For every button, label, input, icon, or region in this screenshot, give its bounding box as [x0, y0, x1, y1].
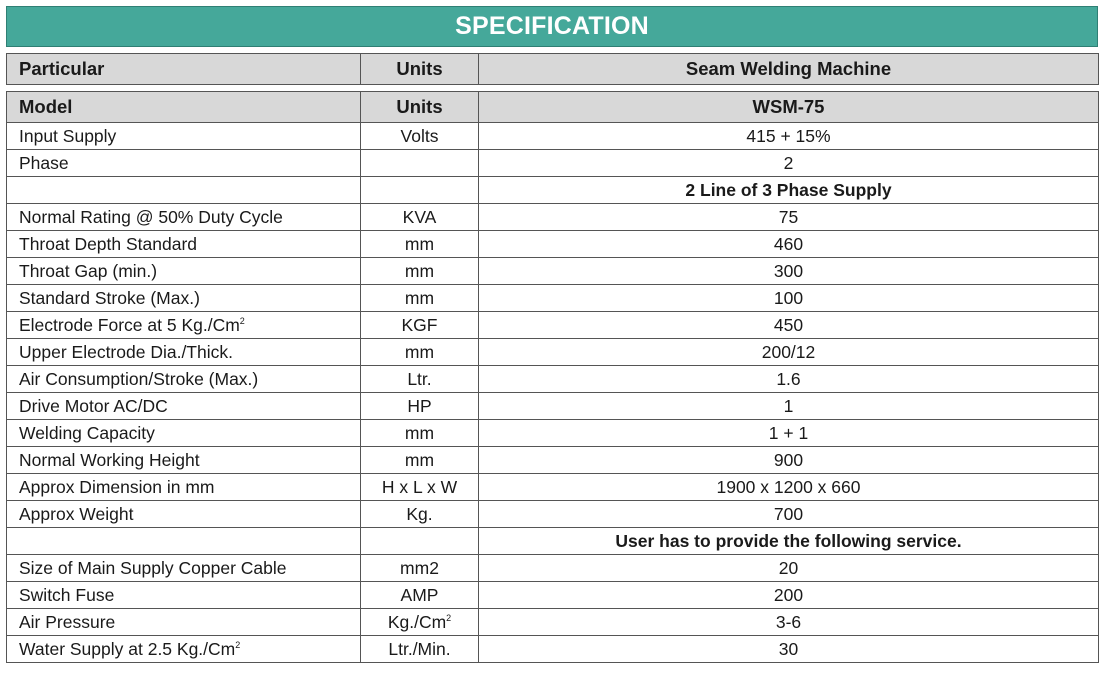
spec-table-model	[6, 91, 1099, 663]
cell-value: 700	[479, 501, 1099, 528]
cell-value: 1 + 1	[479, 420, 1099, 447]
cell-value: 2	[479, 150, 1099, 177]
header-particular: Particular	[7, 54, 361, 85]
cell-units: H x L x W	[361, 474, 479, 501]
cell-units: mm	[361, 339, 479, 366]
cell-value: 460	[479, 231, 1099, 258]
cell-units: Ltr./Min.	[361, 636, 479, 663]
cell-units: Kg./Cm$^2$	[361, 609, 479, 636]
header-model: Model	[7, 92, 361, 123]
table-row	[7, 501, 1099, 528]
table-row	[7, 339, 1099, 366]
header-model-value: WSM-75	[479, 92, 1099, 123]
spec-sheet	[6, 6, 1098, 663]
cell-particular: Input Supply	[7, 123, 361, 150]
cell-particular: Electrode Force at 5 Kg./Cm$^2$	[7, 312, 361, 339]
cell-particular: Switch Fuse	[7, 582, 361, 609]
table-row	[7, 609, 1099, 636]
table-row	[7, 123, 1099, 150]
cell-particular: Size of Main Supply Copper Cable	[7, 555, 361, 582]
cell-particular: Approx Dimension in mm	[7, 474, 361, 501]
cell-value: 75	[479, 204, 1099, 231]
table-row	[7, 312, 1099, 339]
table-row	[7, 204, 1099, 231]
table-row	[7, 366, 1099, 393]
cell-particular	[7, 177, 361, 204]
cell-particular	[7, 528, 361, 555]
cell-value: 20	[479, 555, 1099, 582]
table-row	[7, 285, 1099, 312]
cell-particular: Approx Weight	[7, 501, 361, 528]
cell-units: KGF	[361, 312, 479, 339]
cell-units: Volts	[361, 123, 479, 150]
cell-value: 1.6	[479, 366, 1099, 393]
cell-particular: Upper Electrode Dia./Thick.	[7, 339, 361, 366]
cell-units: mm	[361, 420, 479, 447]
header-row-model	[7, 92, 1099, 123]
cell-value: 200/12	[479, 339, 1099, 366]
cell-particular: Throat Gap (min.)	[7, 258, 361, 285]
cell-units: mm	[361, 258, 479, 285]
spec-title: SPECIFICATION	[455, 12, 649, 40]
cell-value: 415 + 15%	[479, 123, 1099, 150]
cell-particular: Normal Working Height	[7, 447, 361, 474]
table-group-row	[7, 528, 1099, 555]
table-row	[7, 420, 1099, 447]
cell-value: 200	[479, 582, 1099, 609]
cell-value: 450	[479, 312, 1099, 339]
cell-value: 3-6	[479, 609, 1099, 636]
cell-units	[361, 528, 479, 555]
cell-particular: Throat Depth Standard	[7, 231, 361, 258]
cell-particular: Air Consumption/Stroke (Max.)	[7, 366, 361, 393]
table-row	[7, 582, 1099, 609]
cell-units: mm	[361, 285, 479, 312]
cell-units: Kg.	[361, 501, 479, 528]
superscript: 2	[235, 640, 241, 650]
cell-value: 100	[479, 285, 1099, 312]
cell-particular: Phase	[7, 150, 361, 177]
cell-value: 1	[479, 393, 1099, 420]
header-machine: Seam Welding Machine	[479, 54, 1099, 85]
spec-table	[6, 53, 1099, 85]
cell-units: mm	[361, 447, 479, 474]
cell-particular: Standard Stroke (Max.)	[7, 285, 361, 312]
cell-particular: Welding Capacity	[7, 420, 361, 447]
header-model-units: Units	[361, 92, 479, 123]
cell-value: 30	[479, 636, 1099, 663]
cell-units	[361, 150, 479, 177]
superscript: 2	[446, 613, 452, 623]
cell-units: mm2	[361, 555, 479, 582]
cell-value: 300	[479, 258, 1099, 285]
cell-value: 1900 x 1200 x 660	[479, 474, 1099, 501]
table-row	[7, 447, 1099, 474]
header-row-particular	[7, 54, 1099, 85]
cell-particular: Normal Rating @ 50% Duty Cycle	[7, 204, 361, 231]
cell-particular: Air Pressure	[7, 609, 361, 636]
cell-units: Ltr.	[361, 366, 479, 393]
cell-particular: Drive Motor AC/DC	[7, 393, 361, 420]
table-group-row	[7, 177, 1099, 204]
table-row	[7, 393, 1099, 420]
cell-particular: Water Supply at 2.5 Kg./Cm$^2$	[7, 636, 361, 663]
cell-units: KVA	[361, 204, 479, 231]
cell-value: 2 Line of 3 Phase Supply	[479, 177, 1099, 204]
cell-units: AMP	[361, 582, 479, 609]
table-row	[7, 150, 1099, 177]
cell-value: User has to provide the following service.	[479, 528, 1099, 555]
cell-value: 900	[479, 447, 1099, 474]
table-row	[7, 555, 1099, 582]
cell-units	[361, 177, 479, 204]
cell-units: mm	[361, 231, 479, 258]
table-row	[7, 636, 1099, 663]
table-row	[7, 258, 1099, 285]
spec-title-banner	[6, 6, 1098, 47]
header-units: Units	[361, 54, 479, 85]
cell-units: HP	[361, 393, 479, 420]
superscript: 2	[239, 316, 245, 326]
table-row	[7, 474, 1099, 501]
table-row	[7, 231, 1099, 258]
